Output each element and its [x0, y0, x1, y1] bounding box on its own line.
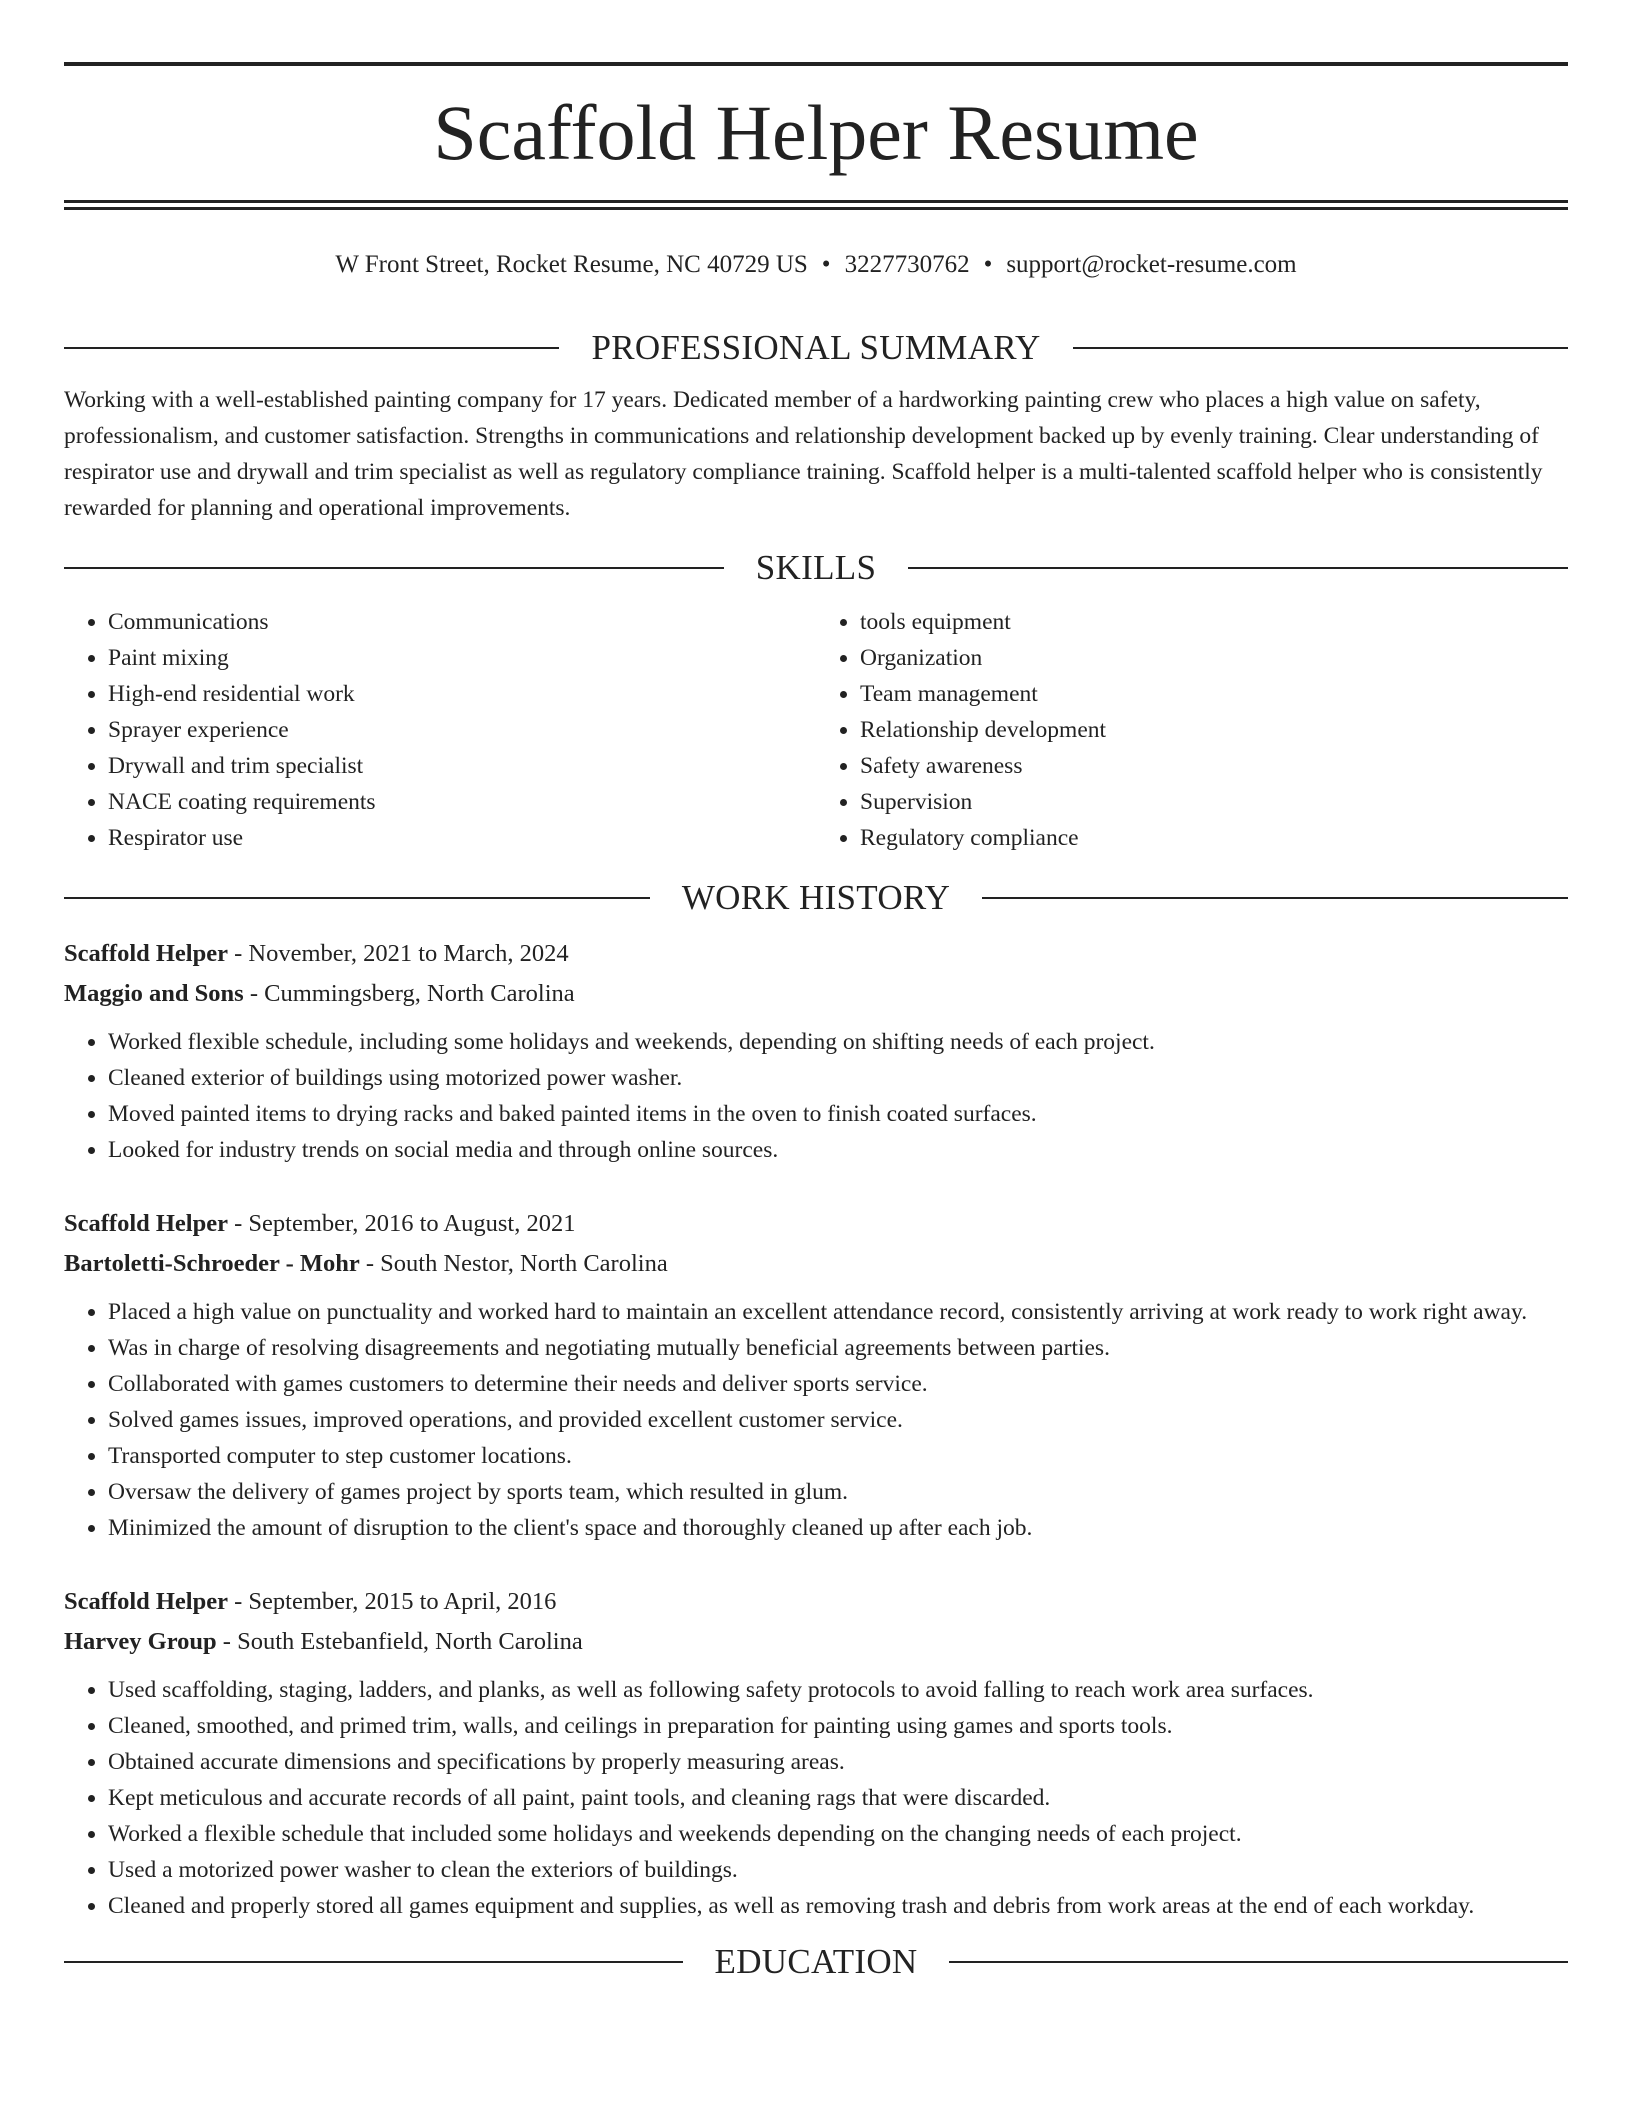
- skill-item: • Sprayer experience: [108, 712, 816, 748]
- contact-separator: •: [983, 251, 993, 278]
- job-bullet: • Cleaned exterior of buildings using motorized power washer.: [108, 1060, 1568, 1096]
- skill-item: • NACE coating requirements: [108, 784, 816, 820]
- job-bullet: • Looked for industry trends on social media and through online sources.: [108, 1132, 1568, 1168]
- divider: [949, 1961, 1568, 1963]
- contact-phone: 3227730762: [844, 251, 970, 278]
- contact-separator: •: [821, 251, 831, 278]
- section-heading-skills: [64, 546, 1568, 590]
- job-location: - South Estebanfield, North Carolina: [216, 1628, 583, 1655]
- page-title: Scaffold Helper Resume: [433, 89, 1199, 176]
- section-title: WORK HISTORY: [681, 878, 951, 917]
- skill-item: • Communications: [108, 604, 816, 640]
- job-title-line: [64, 1582, 1568, 1622]
- job-bullet: • Solved games issues, improved operations, and provided excellent customer service.: [108, 1402, 1568, 1438]
- skill-item: • Drywall and trim specialist: [108, 748, 816, 784]
- job-bullet: • Worked a flexible schedule that included some holidays and weekends depending on the changing needs of each project.: [108, 1816, 1568, 1852]
- divider: [1073, 347, 1568, 349]
- job-company-line: [64, 1244, 1568, 1284]
- divider: [64, 347, 559, 349]
- job-bullet: • Moved painted items to drying racks and baked painted items in the oven to finish coated surfaces.: [108, 1096, 1568, 1132]
- job-bullet: • Was in charge of resolving disagreements and negotiating mutually beneficial agreements between parties.: [108, 1330, 1568, 1366]
- job-bullet: • Collaborated with games customers to determine their needs and deliver sports service.: [108, 1366, 1568, 1402]
- skills-list-left: [64, 604, 816, 856]
- job-bullet: • Kept meticulous and accurate records of all paint, paint tools, and cleaning rags that were discarded.: [108, 1780, 1568, 1816]
- job-company: Harvey Group: [64, 1628, 217, 1655]
- job-entry: [64, 1204, 1568, 1546]
- divider: [908, 567, 1568, 569]
- job-bullet: • Worked flexible schedule, including some holidays and weekends, depending on shifting needs of each project.: [108, 1024, 1568, 1060]
- job-title: Scaffold Helper: [64, 1210, 228, 1237]
- job-company-line: [64, 1622, 1568, 1662]
- job-dates: - September, 2016 to August, 2021: [228, 1210, 576, 1237]
- job-title: Scaffold Helper: [64, 1588, 228, 1615]
- job-title-line: [64, 1204, 1568, 1244]
- summary-text: Working with a well-established painting company for 17 years. Dedicated member of a hardworking painting crew who places a high value on safety, professionalism, and customer satisfaction. Strengths in communications and relationship development backed up by evenly training. Clear understanding of respirator use and drywall and trim specialist as well as regulatory compliance training. Scaffold helper is a multi-talented scaffold helper who is consistently rewarded for planning and operational improvements.: [64, 387, 1543, 521]
- job-bullet: • Cleaned and properly stored all games equipment and supplies, as well as removing trash and debris from work areas at the end of each workday.: [108, 1888, 1568, 1924]
- job-bullet: • Minimized the amount of disruption to the client's space and thoroughly cleaned up after each job.: [108, 1510, 1568, 1546]
- job-title: Scaffold Helper: [64, 940, 228, 967]
- skill-item: • Organization: [860, 640, 1568, 676]
- skills-grid: [64, 604, 1568, 856]
- contact-line: [64, 246, 1568, 284]
- section-heading-work-history: [64, 876, 1568, 920]
- skill-item: • Supervision: [860, 784, 1568, 820]
- job-dates: - September, 2015 to April, 2016: [228, 1588, 557, 1615]
- job-bullet: • Transported computer to step customer locations.: [108, 1438, 1568, 1474]
- section-heading-education: [64, 1940, 1568, 1984]
- job-entry: [64, 1582, 1568, 1924]
- job-location: - Cummingsberg, North Carolina: [243, 980, 575, 1007]
- skills-list-right: [816, 604, 1568, 856]
- contact-email: support@rocket-resume.com: [1006, 251, 1297, 278]
- job-bullet: • Obtained accurate dimensions and specifications by properly measuring areas.: [108, 1744, 1568, 1780]
- job-bullets: [64, 1294, 1568, 1546]
- skill-item: • Paint mixing: [108, 640, 816, 676]
- skill-item: • tools equipment: [860, 604, 1568, 640]
- section-heading-summary: [64, 326, 1568, 370]
- contact-address: W Front Street, Rocket Resume, NC 40729 US: [335, 251, 808, 278]
- section-title: EDUCATION: [714, 1942, 918, 1981]
- job-company: Maggio and Sons: [64, 980, 244, 1007]
- job-bullet: • Used scaffolding, staging, ladders, and planks, as well as following safety protocols to avoid falling to reach work area surfaces.: [108, 1672, 1568, 1708]
- skill-item: • High-end residential work: [108, 676, 816, 712]
- job-dates: - November, 2021 to March, 2024: [228, 940, 569, 967]
- skill-item: • Regulatory compliance: [860, 820, 1568, 856]
- job-bullet: • Oversaw the delivery of games project by sports team, which resulted in glum.: [108, 1474, 1568, 1510]
- divider: [982, 897, 1568, 899]
- resume-page: [64, 0, 1568, 1984]
- job-bullet: • Used a motorized power washer to clean the exteriors of buildings.: [108, 1852, 1568, 1888]
- divider: [64, 897, 650, 899]
- job-location: - South Nestor, North Carolina: [359, 1250, 668, 1277]
- divider: [64, 567, 724, 569]
- divider: [64, 1961, 683, 1963]
- job-title-line: [64, 934, 1568, 974]
- job-bullets: [64, 1024, 1568, 1168]
- section-title: PROFESSIONAL SUMMARY: [591, 328, 1041, 367]
- skill-item: • Respirator use: [108, 820, 816, 856]
- job-bullet: • Cleaned, smoothed, and primed trim, walls, and ceilings in preparation for painting using games and sports tools.: [108, 1708, 1568, 1744]
- job-company: Bartoletti-Schroeder - Mohr: [64, 1250, 360, 1277]
- skill-item: • Team management: [860, 676, 1568, 712]
- job-bullet: • Placed a high value on punctuality and worked hard to maintain an excellent attendance record, consistently arriving at work ready to work right away.: [108, 1294, 1568, 1330]
- skill-item: • Safety awareness: [860, 748, 1568, 784]
- job-company-line: [64, 974, 1568, 1014]
- skill-item: • Relationship development: [860, 712, 1568, 748]
- job-entry: [64, 934, 1568, 1168]
- job-bullets: [64, 1672, 1568, 1924]
- title-double-rule: [64, 200, 1568, 210]
- section-title: SKILLS: [755, 548, 877, 587]
